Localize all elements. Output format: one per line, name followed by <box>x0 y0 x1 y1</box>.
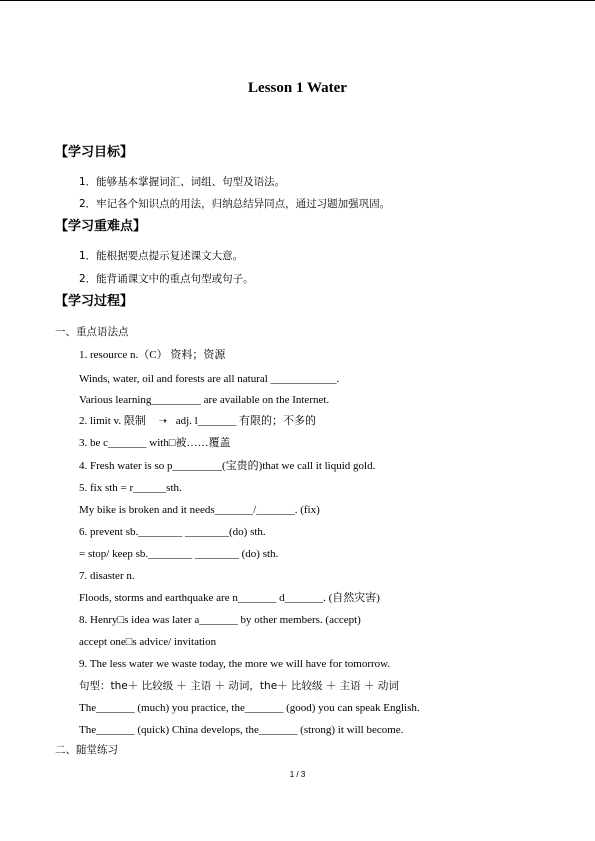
item-8-example: accept one□s advice/ invitation <box>79 636 217 648</box>
top-border-line <box>0 0 595 1</box>
item-2-verb: 2. limit v. 限制 <box>79 415 146 427</box>
item-9-example-1: The_______ (much) you practice, the_______ (good) you can speak English. <box>79 702 420 714</box>
heading-process: 【学习过程】 <box>55 294 134 309</box>
section-heading-grammar: 一、重点语法点 <box>55 326 129 338</box>
item-9: 9. The less water we waste today, the more we will have for tomorrow. <box>79 658 391 670</box>
page-title: Lesson 1 Water <box>248 80 347 96</box>
item-7-example: Floods, storms and earthquake are n_______ d_______. (自然灾害) <box>79 592 380 604</box>
item-9-example-2: The_______ (quick) China develops, the_______ (strong) it will become. <box>79 724 404 736</box>
item-4: 4. Fresh water is so p_________(宝贵的)that we call it liquid gold. <box>79 460 376 472</box>
item-5: 5. fix sth = r______sth. <box>79 482 182 494</box>
item-2-adj: adj. l_______ 有限的；不多的 <box>175 415 316 427</box>
key-point-2: 2．能背诵课文中的重点句型或句子。 <box>79 273 254 285</box>
goal-2: 2．牢记各个知识点的用法，归纳总结异同点，通过习题加强巩固。 <box>79 198 391 210</box>
item-8: 8. Henry□s idea was later a_______ by other members. (accept) <box>79 614 361 626</box>
item-6-example: = stop/ keep sb.________ ________ (do) sth. <box>79 548 279 560</box>
right-arrow-icon: ➝ <box>158 416 167 427</box>
section-heading-practice: 二、随堂练习 <box>55 744 118 756</box>
item-1: 1. resource n.（C） 资料；资源 <box>79 349 226 361</box>
heading-key-points: 【学习重难点】 <box>55 219 147 234</box>
page-number: 1 / 3 <box>289 770 306 779</box>
item-9-pattern: 句型：the＋ 比较级 ＋ 主语 ＋ 动词，the＋ 比较级 ＋ 主语 ＋ 动词 <box>79 680 399 692</box>
item-6: 6. prevent sb.________ ________(do) sth. <box>79 526 266 538</box>
heading-goals: 【学习目标】 <box>55 145 134 160</box>
goal-1: 1．能够基本掌握词汇、词组、句型及语法。 <box>79 176 286 188</box>
item-2 <box>79 414 316 429</box>
item-1-example-2: Various learning_________ are available on the Internet. <box>79 394 330 406</box>
item-3: 3. be c_______ with□被……覆盖 <box>79 437 231 449</box>
item-1-example-1: Winds, water, oil and forests are all natural ____________. <box>79 373 340 385</box>
key-point-1: 1．能根据要点提示复述课文大意。 <box>79 250 244 262</box>
item-5-example: My bike is broken and it needs_______/_______. (fix) <box>79 504 320 516</box>
item-7: 7. disaster n. <box>79 570 135 582</box>
